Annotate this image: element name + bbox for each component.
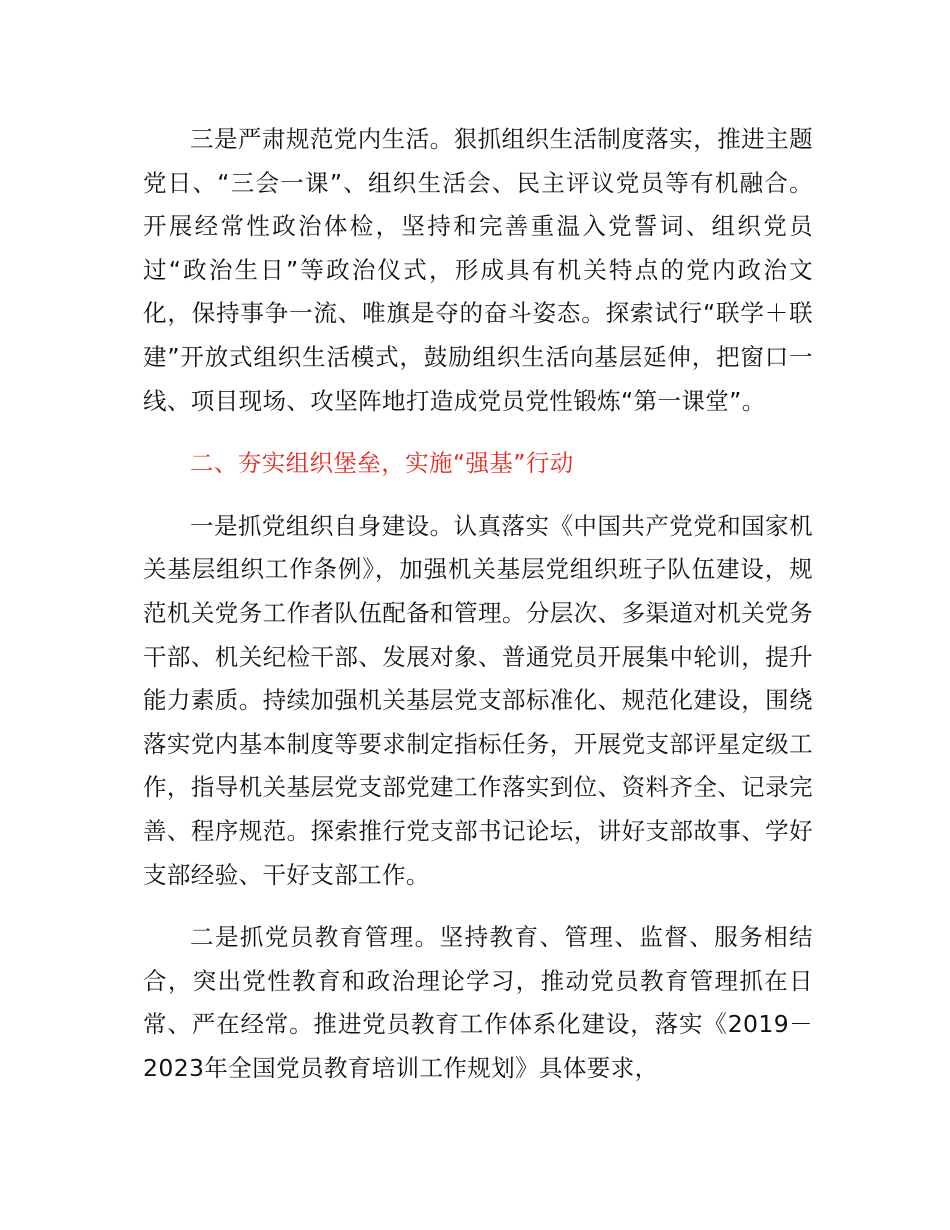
paragraph-member-education: 二是抓党员教育管理。坚持教育、管理、监督、服务相结合，突出党性教育和政治理论学习，推动党员教育管理抓在日常、严在经常。推进党员教育工作体系化建设，落实《2019－2023年全国党员教育培训工作规划》具体要求， (143, 923, 813, 1082)
paragraph-organization-building: 一是抓党组织自身建设。认真落实《中国共产党党和国家机关基层组织工作条例》，加强机关基层党组织班子队伍建设，规范机关党务工作者队伍配备和管理。分层次、多渠道对机关党务干部、机关纪检干部、发展对象、普通党员开展集中轮训，提升能力素质。持续加强机关基层党支部标准化、规范化建设，围绕落实党内基本制度等要求制定指标任务，开展党支部评星定级工作，指导机关基层党支部党建工作落实到位、资料齐全、记录完善、程序规范。探索推行党支部书记论坛，讲好支部故事、学好支部经验、干好支部工作。 (143, 511, 813, 889)
paragraph-party-life: 三是严肃规范党内生活。狠抓组织生活制度落实，推进主题党日、“三会一课”、组织生活会、民主评议党员等有机融合。开展经常性政治体检，坚持和完善重温入党誓词、组织党员过“政治生日”等政治仪式，形成具有机关特点的党内政治文化，保持事争一流、唯旗是夺的奋斗姿态。探索试行“联学＋联建”开放式组织生活模式，鼓励组织生活向基层延伸，把窗口一线、项目现场、攻坚阵地打造成党员党性锻炼“第一课堂”。 (143, 125, 813, 415)
section-heading: 二、夯实组织堡垒，实施“强基”行动 (190, 449, 574, 478)
document-body (143, 118, 813, 1109)
